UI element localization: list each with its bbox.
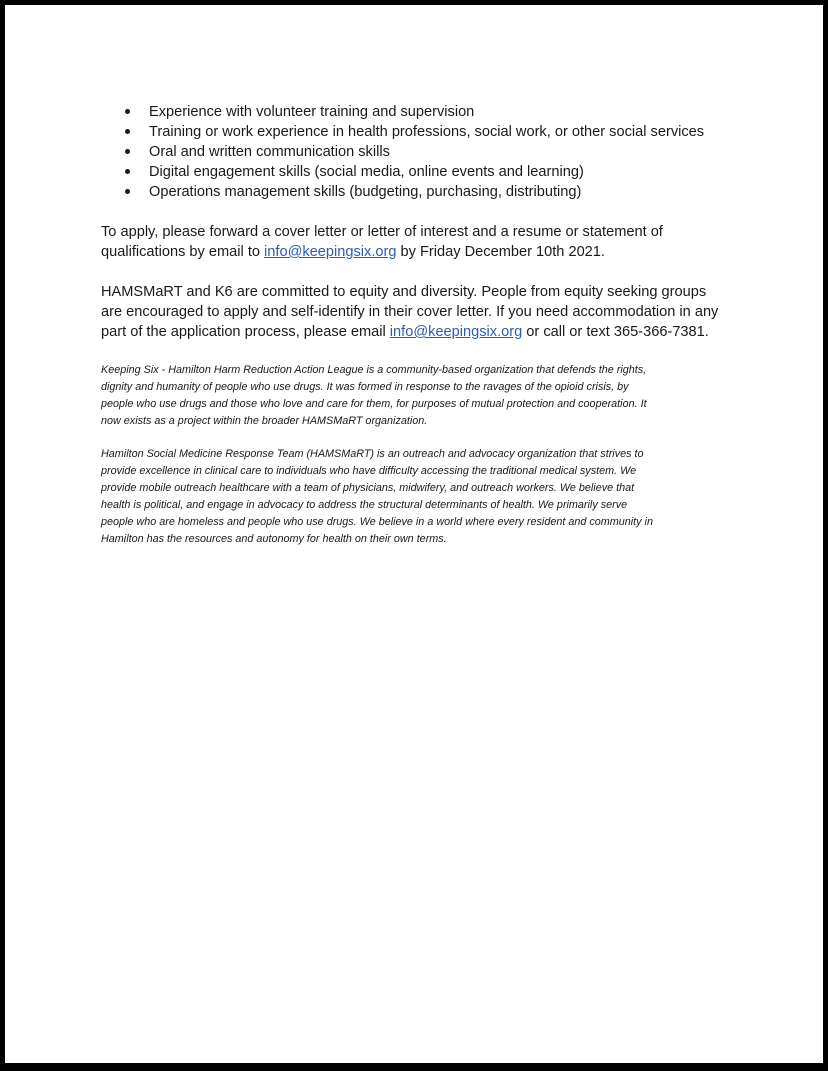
equity-line-3-end: or call or text 365-366-7381.	[522, 324, 709, 340]
bullet-icon	[125, 189, 130, 194]
about-line: Hamilton Social Medicine Response Team (HAMSMaRT) is an outreach and advocacy organization that strives to	[101, 448, 644, 460]
about-line: dignity and humanity of people who use drugs. It was formed in response to the ravages of the opioid crisis, by	[101, 381, 629, 393]
email-link[interactable]: info@keepingsix.org	[389, 324, 523, 340]
requirements-list	[101, 102, 741, 202]
about-hamsmart	[101, 446, 741, 548]
about-line: Hamilton has the resources and autonomy for health on their own terms.	[101, 533, 447, 545]
document-page	[5, 5, 823, 1063]
about-line: people who are homeless and people who use drugs. We believe in a world where every resident and community in	[101, 516, 653, 528]
equity-paragraph	[101, 282, 741, 342]
bullet-icon	[125, 109, 130, 114]
list-item-text: Digital engagement skills (social media, online events and learning)	[149, 164, 584, 180]
about-keeping-six	[101, 362, 741, 430]
about-line: provide excellence in clinical care to individuals who have difficulty accessing the traditional medical system. We	[101, 465, 637, 477]
bullet-icon	[125, 129, 130, 134]
email-link[interactable]: info@keepingsix.org	[264, 244, 397, 260]
about-line: people who use drugs and those who love and care for them, for purposes of mutual protection and cooperation. It	[101, 398, 647, 410]
about-line: health is political, and engage in advocacy to address the structural determinants of health. We primarily serve	[101, 499, 628, 511]
equity-line-1: HAMSMaRT and K6 are committed to equity and diversity. People from equity seeking groups	[101, 284, 707, 300]
document-content	[101, 102, 741, 548]
apply-line-2-start: qualifications by email to	[101, 244, 265, 260]
list-item-text: Training or work experience in health professions, social work, or other social services	[149, 124, 705, 140]
list-item	[101, 142, 741, 162]
list-item	[101, 102, 741, 122]
about-line: provide mobile outreach healthcare with a team of physicians, midwifery, and outreach workers. We believe that	[101, 482, 635, 494]
equity-line-3-start: part of the application process, please email	[101, 324, 390, 340]
apply-line-1: To apply, please forward a cover letter or letter of interest and a resume or statement of	[101, 224, 663, 240]
apply-paragraph	[101, 222, 741, 262]
about-line: now exists as a project within the broader HAMSMaRT organization.	[101, 415, 428, 427]
list-item-text: Experience with volunteer training and supervision	[149, 104, 475, 120]
list-item-text: Operations management skills (budgeting, purchasing, distributing)	[149, 184, 582, 200]
list-item	[101, 182, 741, 202]
bullet-icon	[125, 149, 130, 154]
list-item-text: Oral and written communication skills	[149, 144, 390, 160]
list-item	[101, 162, 741, 182]
apply-line-2-end: by Friday December 10th 2021.	[396, 244, 605, 260]
bullet-icon	[125, 169, 130, 174]
list-item	[101, 122, 741, 142]
equity-line-2: are encouraged to apply and self-identify in their cover letter. If you need accommodation in any	[101, 304, 719, 320]
about-line: Keeping Six - Hamilton Harm Reduction Action League is a community-based organization that defends the rights,	[101, 364, 647, 376]
